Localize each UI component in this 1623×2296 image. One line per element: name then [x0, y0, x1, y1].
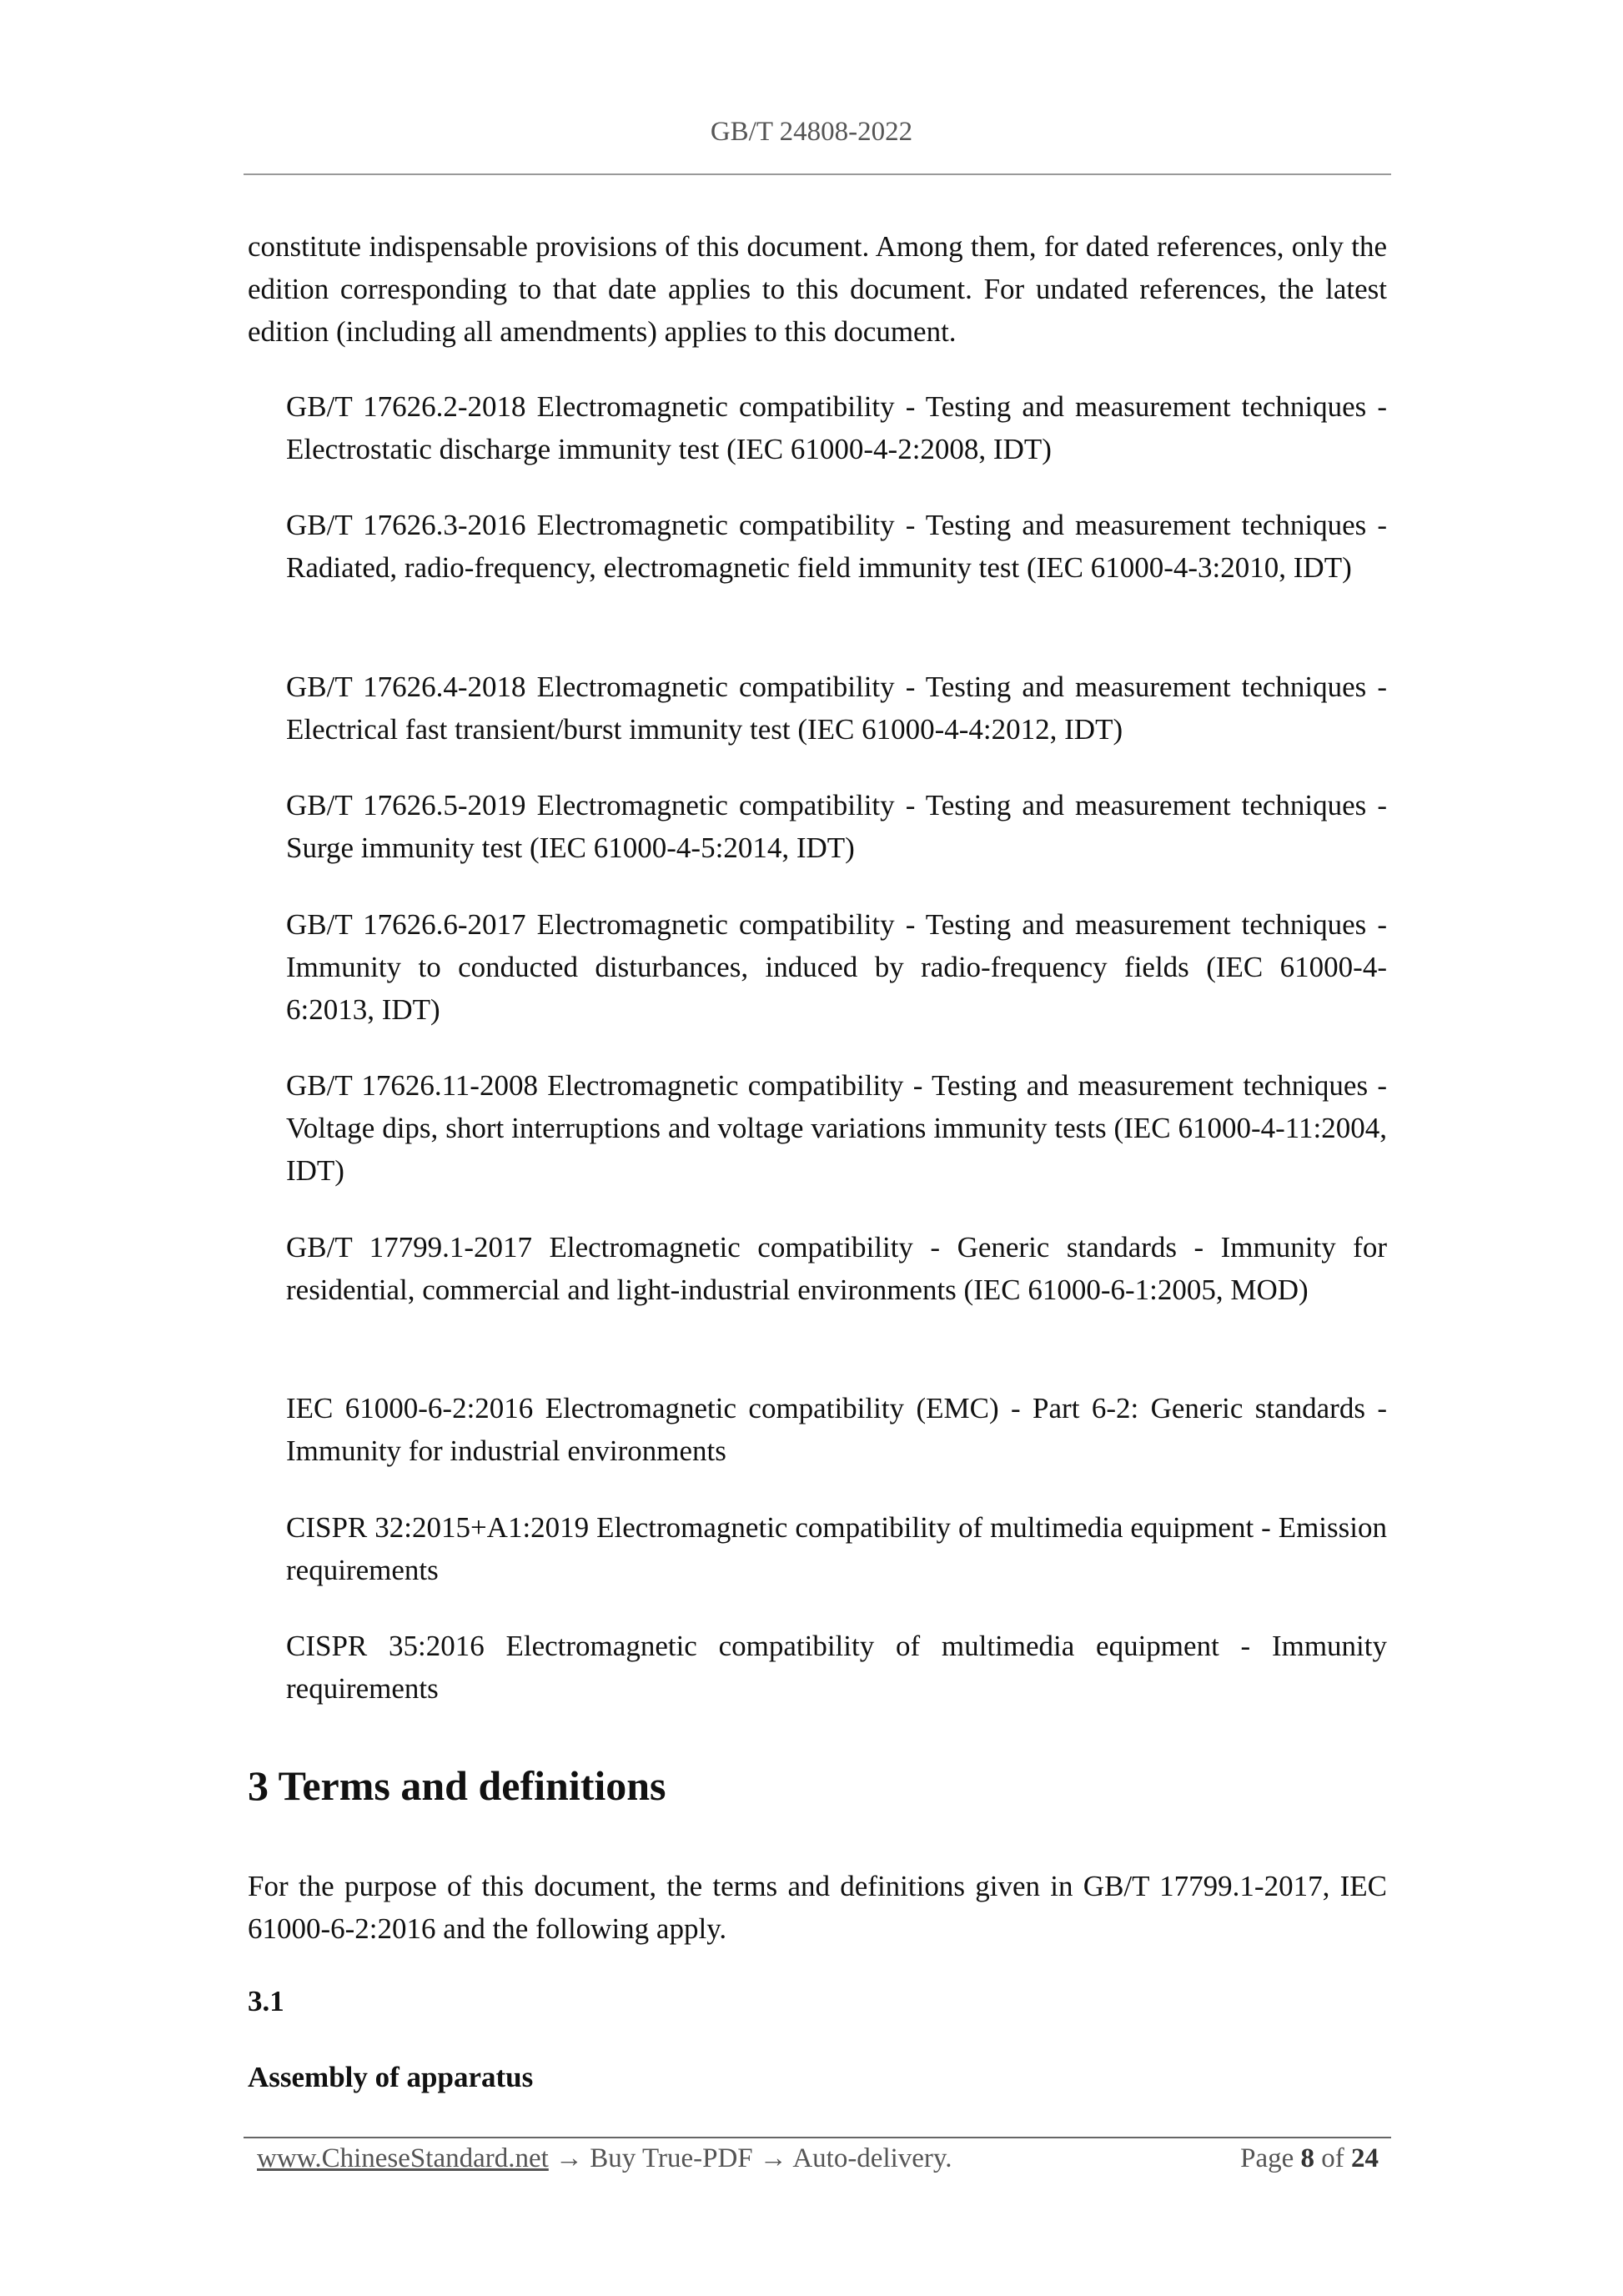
term-number: 3.1 [248, 1985, 284, 2017]
arrow-right-icon: → [555, 2143, 584, 2173]
arrow-right-icon: → [759, 2143, 787, 2173]
page-indicator [1240, 2143, 1379, 2174]
reference-item: CISPR 32:2015+A1:2019 Electromagnetic compatibility of multimedia equipment - Emission requirements [286, 1511, 1387, 1586]
page-label: Page [1240, 2143, 1294, 2173]
reference-item: GB/T 17626.3-2016 Electromagnetic compatibility - Testing and measurement techniques - Radiated, radio-frequency, electromagnetic field immunity test (IEC 61000-4-3:2010, IDT) [286, 509, 1387, 584]
website-link[interactable]: www.ChineseStandard.net [257, 2143, 549, 2173]
of-label: of [1321, 2143, 1344, 2173]
header-rule [244, 173, 1391, 175]
document-id-header: GB/T 24808-2022 [710, 117, 913, 147]
buy-text: Buy True-PDF [590, 2143, 753, 2173]
reference-item: IEC 61000-6-2:2016 Electromagnetic compatibility (EMC) - Part 6-2: Generic standards - Immunity for industrial environments [286, 1392, 1387, 1467]
reference-item: GB/T 17626.4-2018 Electromagnetic compatibility - Testing and measurement techniques - Electrical fast transient/burst immunity test (IEC 61000-4-4:2012, IDT) [286, 671, 1387, 746]
reference-item: GB/T 17626.2-2018 Electromagnetic compatibility - Testing and measurement techniques - Electrostatic discharge immunity test (IEC 61000-4-2:2008, IDT) [286, 390, 1387, 465]
page-number: 8 [1300, 2143, 1314, 2173]
section-paragraph: For the purpose of this document, the terms and definitions given in GB/T 17799.1-2017, IEC 61000-6-2:2016 and the following apply. [248, 1870, 1387, 1945]
delivery-text: Auto-delivery. [792, 2143, 952, 2173]
intro-paragraph: constitute indispensable provisions of this document. Among them, for dated references, only the edition corresponding to that date applies to this document. For undated references, the latest edition (including all amendments) applies to this document. [248, 230, 1387, 348]
reference-item: GB/T 17799.1-2017 Electromagnetic compatibility - Generic standards - Immunity for residential, commercial and light-industrial environments (IEC 61000-6-1:2005, MOD) [286, 1231, 1387, 1306]
reference-item: GB/T 17626.6-2017 Electromagnetic compatibility - Testing and measurement techniques - Immunity to conducted disturbances, induced by radio-frequency fields (IEC 61000-4-6:2013, IDT) [286, 908, 1387, 1026]
page-total: 24 [1351, 2143, 1379, 2173]
section-heading: 3 Terms and definitions [248, 1762, 666, 1809]
footer [257, 2143, 1379, 2174]
footer-rule [244, 2137, 1391, 2138]
reference-item: GB/T 17626.11-2008 Electromagnetic compatibility - Testing and measurement techniques - Voltage dips, short interruptions and voltage variations immunity tests (IEC 61000-4-11:2004, IDT) [286, 1069, 1387, 1187]
footer-left [257, 2143, 952, 2174]
reference-item: CISPR 35:2016 Electromagnetic compatibility of multimedia equipment - Immunity requirements [286, 1630, 1387, 1705]
reference-item: GB/T 17626.5-2019 Electromagnetic compatibility - Testing and measurement techniques - Surge immunity test (IEC 61000-4-5:2014, IDT) [286, 789, 1387, 864]
term-title: Assembly of apparatus [248, 2061, 534, 2093]
